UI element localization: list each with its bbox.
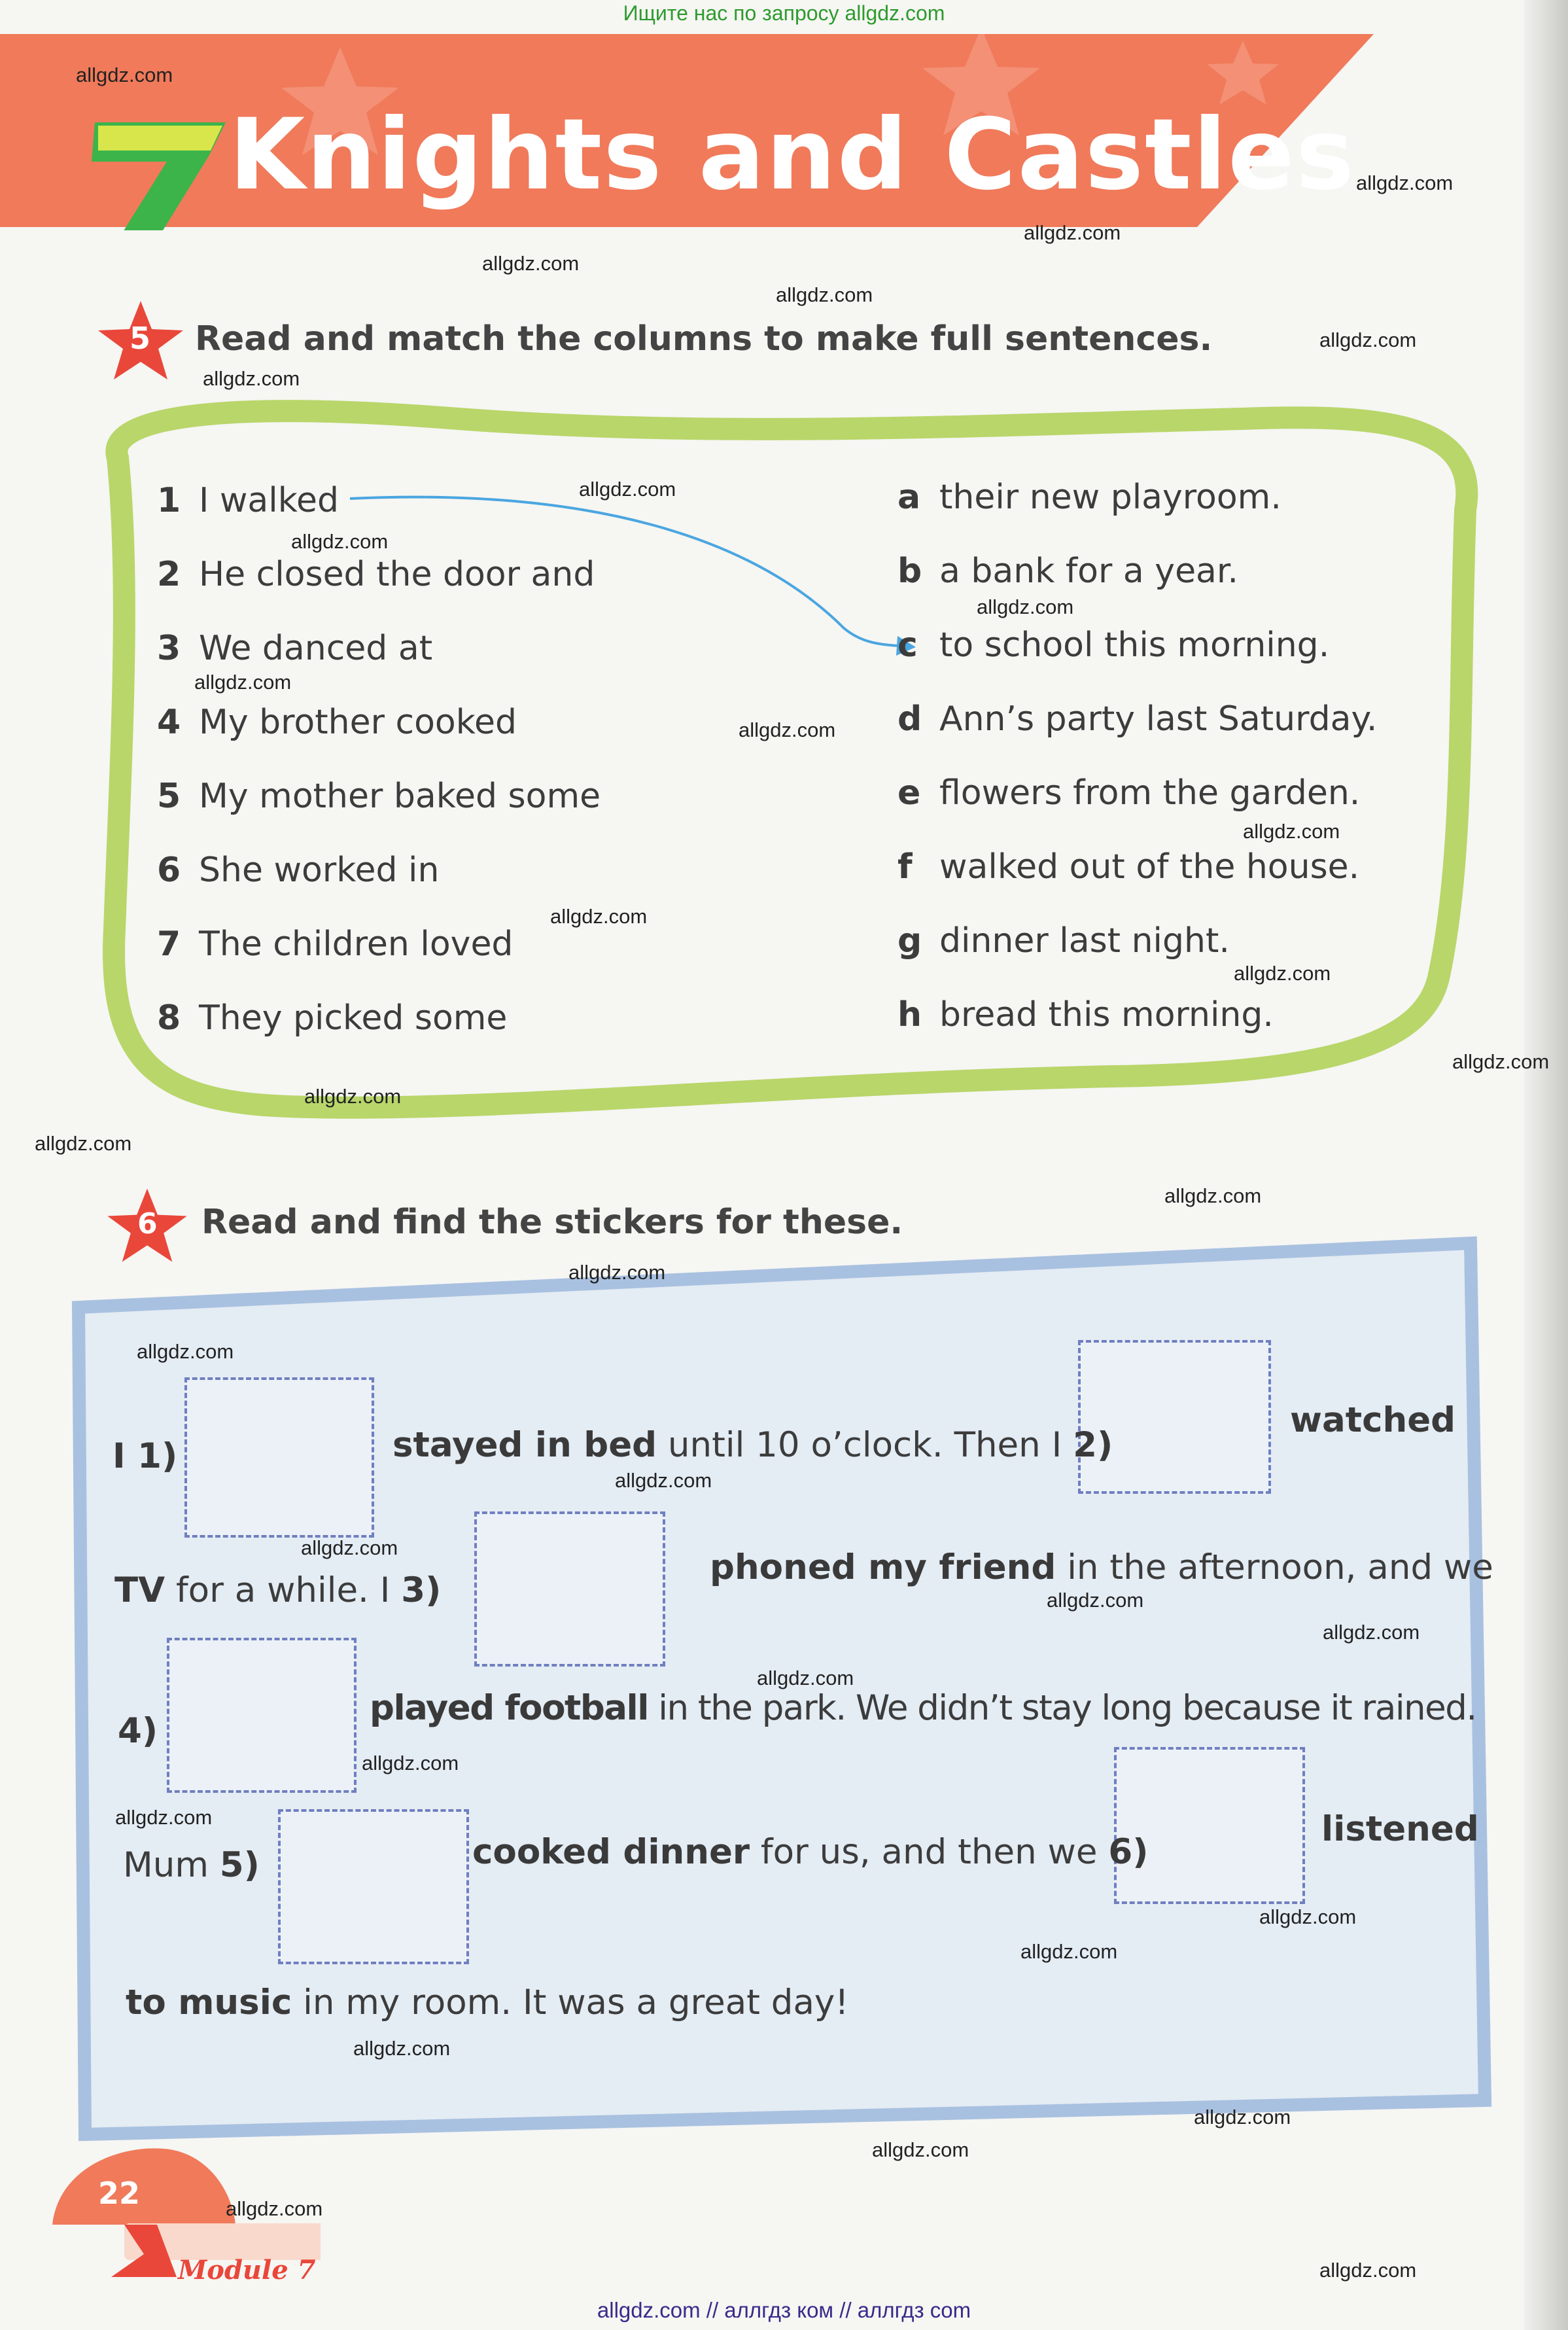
sticker-slot-1[interactable] xyxy=(184,1377,374,1538)
match-right-a: a their new playroom. xyxy=(897,478,1281,517)
unit-title: Knights and Castles xyxy=(229,98,1356,212)
watermark: allgdz.com xyxy=(1259,1905,1357,1928)
match-right-b: b a bank for a year. xyxy=(897,552,1239,591)
match-left-2: 2 He closed the door and xyxy=(157,555,595,594)
watermark: allgdz.com xyxy=(301,1536,398,1559)
sticker-slot-2[interactable] xyxy=(1078,1340,1271,1494)
sticker-slot-4[interactable] xyxy=(167,1638,357,1793)
watermark: allgdz.com xyxy=(1319,328,1417,351)
exercise-5-instruction: Read and match the columns to make full sentences. xyxy=(195,319,1213,359)
watermark: allgdz.com xyxy=(1020,1940,1118,1963)
watermark: allgdz.com xyxy=(776,283,873,306)
match-left-5: 5 My mother baked some xyxy=(157,777,601,816)
match-left-7: 7 The children loved xyxy=(157,925,514,964)
match-left-1: 1 I walked xyxy=(157,481,339,520)
watermark: allgdz.com xyxy=(1024,221,1121,244)
watermark: allgdz.com xyxy=(1194,2106,1291,2128)
watermark: allgdz.com xyxy=(1234,962,1331,985)
story-line-3: played football in the park. We didn’t stay long because it rained. xyxy=(370,1688,1476,1728)
story-line-3-start: 4) xyxy=(118,1711,158,1751)
match-right-g: g dinner last night. xyxy=(897,921,1230,961)
watermark: allgdz.com xyxy=(76,63,173,86)
watermark: allgdz.com xyxy=(1319,2259,1417,2282)
watermark: allgdz.com xyxy=(757,1667,854,1689)
sticker-slot-5[interactable] xyxy=(278,1809,469,1964)
watermark: allgdz.com xyxy=(194,671,292,694)
watermark: allgdz.com xyxy=(977,595,1074,618)
watermark: allgdz.com xyxy=(291,530,389,553)
story-line-1-start: I 1) xyxy=(113,1436,178,1476)
watermark: allgdz.com xyxy=(362,1752,459,1774)
watermark: allgdz.com xyxy=(1356,171,1454,194)
story-line-4: cooked dinner for us, and then we 6) xyxy=(472,1832,1149,1872)
watermark: allgdz.com xyxy=(568,1261,666,1284)
watermark: allgdz.com xyxy=(1452,1050,1550,1073)
sticker-slot-6[interactable] xyxy=(1114,1747,1305,1904)
match-right-c: c to school this morning. xyxy=(897,626,1330,665)
page-number: 22 xyxy=(98,2176,141,2211)
watermark: allgdz.com xyxy=(739,718,836,741)
exercise-5-number: 5 xyxy=(130,321,151,356)
watermark: allgdz.com xyxy=(1243,820,1340,843)
match-right-h: h bread this morning. xyxy=(897,995,1274,1034)
page-edge xyxy=(1524,0,1568,2330)
watermark: allgdz.com xyxy=(482,252,580,275)
watermark: allgdz.com xyxy=(550,905,648,928)
match-left-6: 6 She worked in xyxy=(157,851,440,890)
watermark: allgdz.com xyxy=(1164,1184,1262,1207)
sticker-slot-3[interactable] xyxy=(474,1511,665,1667)
story-line-4-end: listened xyxy=(1321,1809,1479,1849)
story-line-1: stayed in bed until 10 o’clock. Then I 2) xyxy=(392,1425,1113,1465)
exercise-6-instruction: Read and find the stickers for these. xyxy=(201,1203,903,1242)
top-search-link[interactable]: Ищите нас по запросу allgdz.com xyxy=(623,1,945,25)
match-right-e: e flowers from the garden. xyxy=(897,773,1361,813)
watermark: allgdz.com xyxy=(304,1085,402,1108)
match-right-f: f walked out of the house. xyxy=(897,847,1360,887)
watermark: allgdz.com xyxy=(203,367,300,390)
match-right-d: d Ann’s party last Saturday. xyxy=(897,699,1378,739)
watermark: allgdz.com xyxy=(353,2037,451,2060)
match-left-4: 4 My brother cooked xyxy=(157,703,517,742)
watermark: allgdz.com xyxy=(35,1132,132,1155)
watermark: allgdz.com xyxy=(137,1340,234,1363)
story-line-4-start: Mum 5) xyxy=(123,1845,260,1885)
watermark: allgdz.com xyxy=(1047,1589,1144,1612)
watermark: allgdz.com xyxy=(226,2197,323,2220)
watermark: allgdz.com xyxy=(115,1806,213,1829)
exercise-6-number: 6 xyxy=(137,1207,158,1241)
bottom-links[interactable]: allgdz.com // аллгдз ком // аллгдз com xyxy=(597,2298,971,2322)
story-line-2: phoned my friend in the afternoon, and we xyxy=(710,1547,1493,1587)
watermark: allgdz.com xyxy=(872,2138,969,2161)
watermark: allgdz.com xyxy=(615,1469,712,1492)
watermark: allgdz.com xyxy=(1323,1621,1420,1644)
watermark: allgdz.com xyxy=(579,478,676,501)
module-label: Module 7 xyxy=(178,2255,316,2286)
story-line-5: to music in my room. It was a great day! xyxy=(126,1983,849,2022)
match-left-8: 8 They picked some xyxy=(157,998,508,1038)
story-line-2-start: TV for a while. I 3) xyxy=(114,1570,442,1610)
match-left-3: 3 We danced at xyxy=(157,629,433,668)
story-line-1-end: watched xyxy=(1290,1400,1456,1440)
